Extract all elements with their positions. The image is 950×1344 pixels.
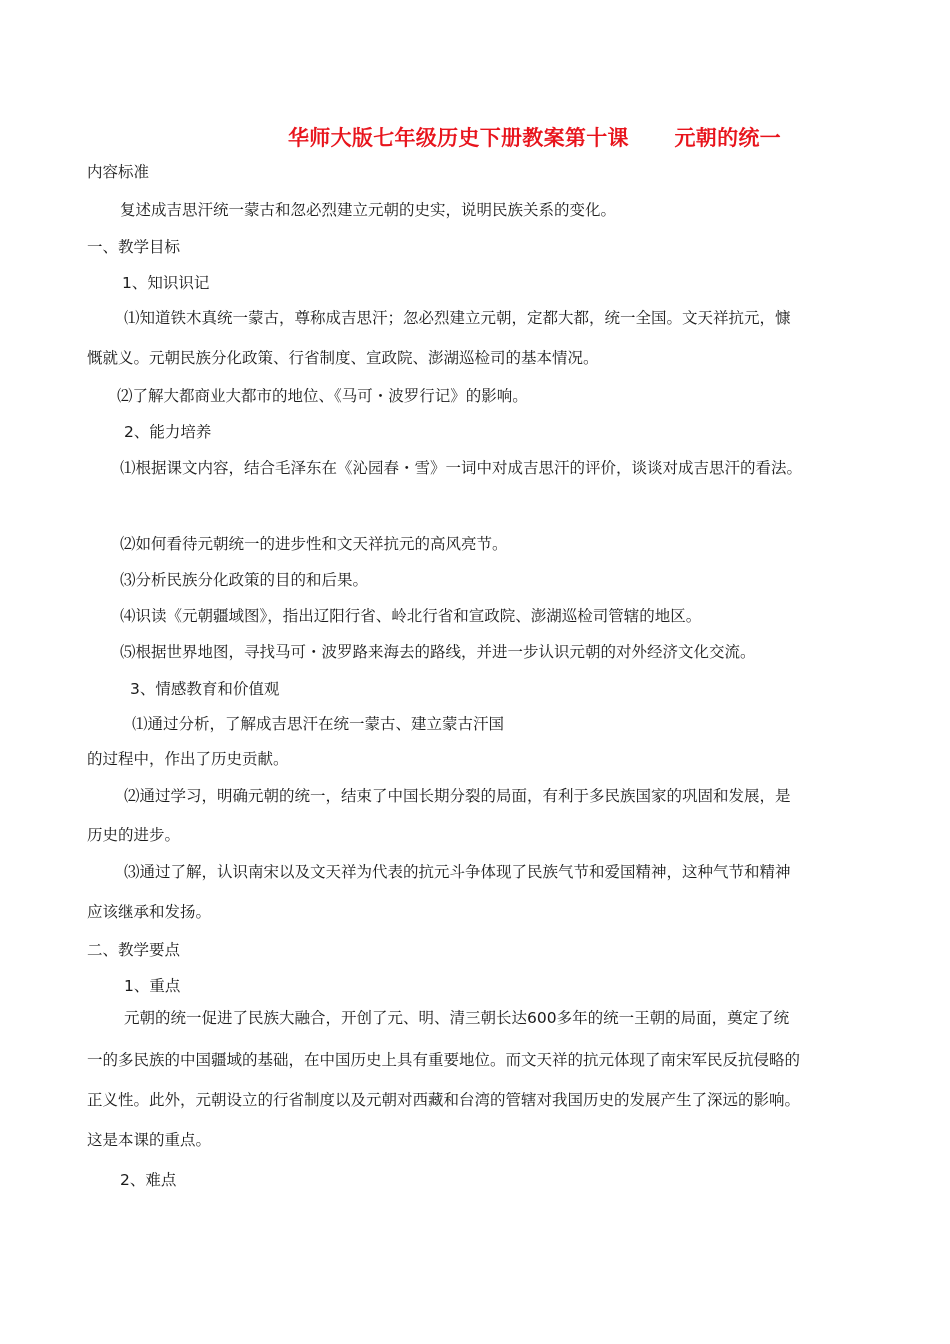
paragraph: ⑵通过学习，明确元朝的统一，结束了中国长期分裂的局面，有利于多民族国家的巩固和发展，是 [124,787,791,805]
paragraph: 应该继承和发扬。 [87,903,212,921]
paragraph: ⑸根据世界地图，寻找马可・波罗路来海去的路线，并进一步认识元朝的对外经济文化交流。 [120,643,756,661]
paragraph: ⑷识读《元朝疆域图》，指出辽阳行省、岭北行省和宣政院、澎湖巡检司管辖的地区。 [120,607,702,625]
paragraph: 一的多民族的中国疆域的基础，在中国历史上具有重要地位。而文天祥的抗元体现了南宋军民反抗侵略的 [87,1051,801,1069]
paragraph: ⑶通过了解，认识南宋以及文天祥为代表的抗元斗争体现了民族气节和爱国精神，这种气节和精神 [124,863,791,881]
subsection-heading: 1、重点 [124,977,181,995]
page-title: 华师大版七年级历史下册教案第十课 元朝的统一 [288,126,781,150]
paragraph: 元朝的统一促进了民族大融合，开创了元、明、清三朝长达600多年的统一王朝的局面，奠定了统 [124,1009,790,1027]
paragraph: 历史的进步。 [87,826,181,844]
paragraph: 慨就义。元朝民族分化政策、行省制度、宣政院、澎湖巡检司的基本情况。 [87,349,599,367]
paragraph: 正义性。此外，元朝设立的行省制度以及元朝对西藏和台湾的管辖对我国历史的发展产生了深远的影响。 [87,1091,801,1109]
paragraph: 的过程中，作出了历史贡献。 [87,750,289,768]
paragraph: ⑴知道铁木真统一蒙古，尊称成吉思汗；忽必烈建立元朝，定都大都，统一全国。文天祥抗元，慷 [124,309,791,327]
paragraph: ⑴通过分析，了解成吉思汗在统一蒙古、建立蒙古汗国 [132,715,505,733]
paragraph: ⑶分析民族分化政策的目的和后果。 [120,571,369,589]
subsection-heading: 1、知识识记 [122,274,210,292]
paragraph: ⑴根据课文内容，结合毛泽东在《沁园春・雪》一词中对成吉思汗的评价，谈谈对成吉思汗的看法。 [120,459,803,477]
section-content-standard: 内容标准 [87,163,150,181]
subsection-heading: 2、能力培养 [124,423,212,441]
section-heading: 一、教学目标 [87,238,181,256]
paragraph: ⑵如何看待元朝统一的进步性和文天祥抗元的高风亮节。 [120,535,508,553]
subsection-heading: 2、难点 [120,1171,177,1189]
paragraph: 这是本课的重点。 [87,1131,212,1149]
paragraph: 复述成吉思汗统一蒙古和忽必烈建立元朝的史实，说明民族关系的变化。 [120,201,617,219]
section-heading: 二、教学要点 [87,941,181,959]
paragraph: ⑵了解大都商业大都市的地位、《马可・波罗行记》的影响。 [117,387,528,405]
subsection-heading: 3、情感教育和价值观 [130,680,280,698]
